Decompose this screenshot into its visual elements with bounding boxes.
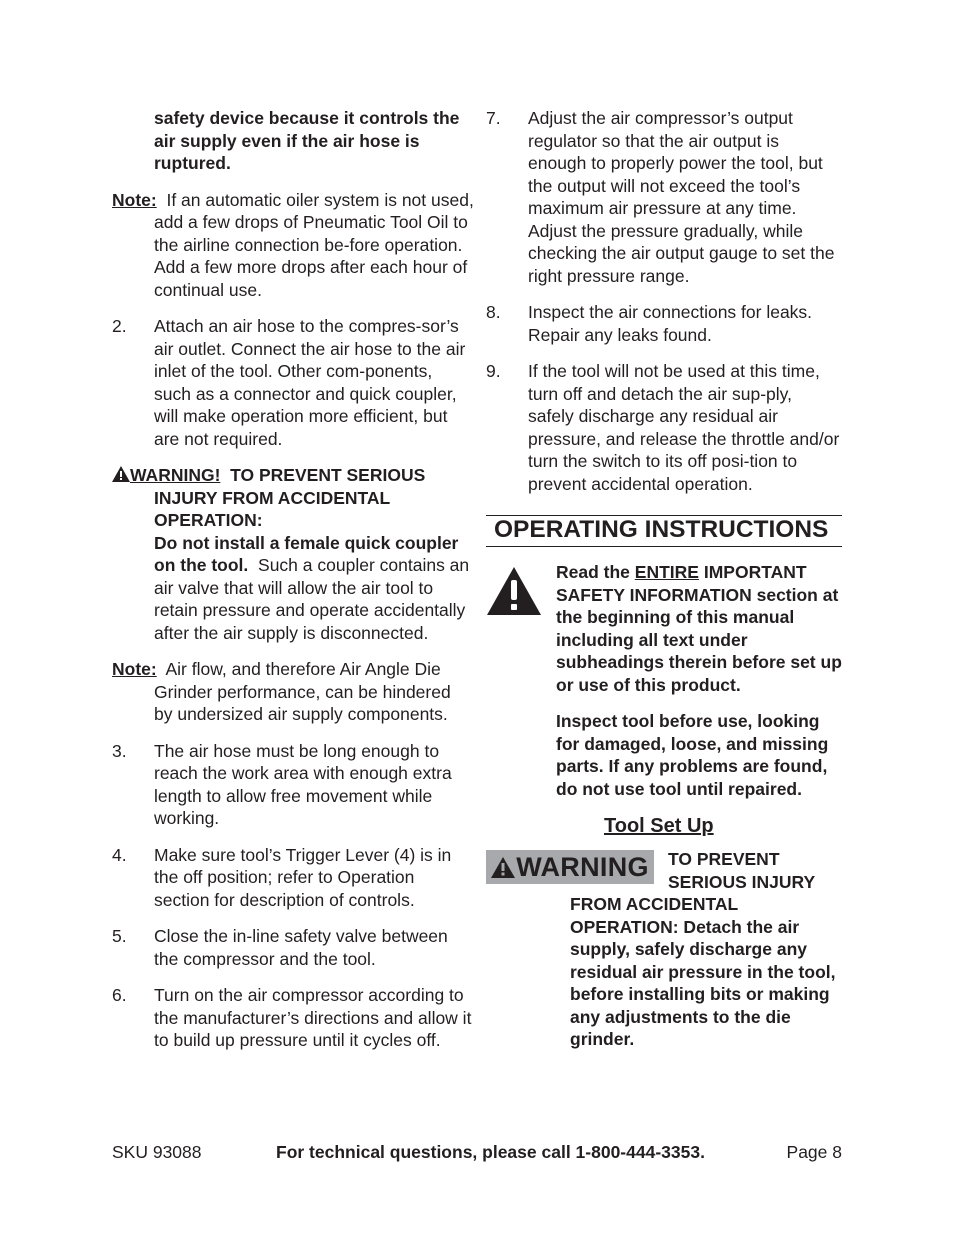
step-number: 2.	[112, 316, 127, 336]
step-5	[112, 925, 474, 970]
warning-head: TO PREVENT SERIOUS INJURY FROM ACCIDENTAL OPERATION:	[154, 465, 426, 530]
step-number: 5.	[112, 926, 127, 946]
note-text: Air flow, and therefore Air Angle Die Grinder performance, can be hindered by undersized air supply components.	[154, 659, 451, 724]
inspect-notice: Inspect tool before use, looking for damaged, loose, and missing parts. If any problems are found, do not use tool until repaired.	[556, 711, 829, 799]
step-6	[112, 984, 474, 1052]
step-text: Make sure tool’s Trigger Lever (4) is in the off position; refer to Operation section for description of controls.	[154, 844, 452, 910]
step-number: 7.	[486, 108, 501, 128]
step-number: 9.	[486, 361, 501, 381]
warning-badge	[486, 850, 654, 884]
step-7	[486, 107, 842, 287]
step-number: 3.	[112, 740, 127, 761]
step-2	[112, 315, 474, 450]
page-number: Page 8	[786, 1142, 842, 1162]
step-number: 6.	[112, 985, 127, 1005]
warning-label: WARNING!	[130, 465, 221, 485]
warning-detach	[486, 848, 842, 1051]
note-text: If an automatic oiler system is not used, add a few drops of Pneumatic Tool Oil to the airline connection be-fore operation. Add a few more drops after each hour of continual use.	[154, 189, 474, 300]
step-9	[486, 360, 842, 495]
warning-lead: TO PREVENT SERIOUS INJURY	[668, 849, 816, 892]
step-text: The air hose must be long enough to reach the work area with enough extra length to allow free movement while working.	[154, 740, 452, 828]
step-text: Turn on the air compressor according to the manufacturer’s directions and allow it to build up pressure until it cycles off.	[154, 985, 472, 1050]
warning-badge-label: WARNING	[516, 852, 649, 882]
warning-coupler	[112, 464, 474, 644]
note-label: Note:	[112, 659, 157, 679]
warning-rest: FROM ACCIDENTAL OPERATION: Detach the air supply, safely discharge any residual air pressure in the tool, before installing bits or making any adjustments to the die grinder.	[570, 894, 836, 1049]
continued-text: safety device because it controls the air supply even if the air hose is ruptured.	[154, 108, 460, 173]
subheading: Tool Set Up	[604, 815, 714, 837]
read-pre: Read the	[556, 562, 630, 582]
step-text: If the tool will not be used at this time, turn off and detach the air sup-ply, safely discharge any residual air pressure, and release the throttle and/or turn the switch to its off posi-tion to prevent accidental operation.	[528, 361, 840, 494]
sku: SKU 93088	[112, 1142, 202, 1162]
step-4	[112, 844, 474, 912]
step-number: 4.	[112, 844, 127, 865]
note-label: Note:	[112, 189, 157, 210]
note-oiler	[112, 189, 474, 302]
warning-bold: Do not install a female quick coupler on the tool.	[154, 532, 459, 575]
right-column	[486, 107, 842, 1051]
warning-triangle-icon	[486, 566, 542, 616]
step-text: Close the in-line safety valve between the compressor and the tool.	[154, 926, 448, 969]
step-3	[112, 740, 474, 830]
note-airflow	[112, 658, 474, 726]
step-8	[486, 301, 842, 346]
read-entire-notice	[486, 561, 842, 696]
warning-text: Such a coupler contains an air valve that will allow the air tool to retain pressure and operate accidentally after the air supply is disconnected.	[154, 555, 470, 643]
step-text: Adjust the air compressor’s output regulator so that the air output is enough to properly power the tool, but the output will not exceed the tool’s maximum air pressure at any time. Adjust the pressure gradually, while checking the air output gauge to set the right pressure range.	[528, 108, 835, 286]
step-text: Attach an air hose to the compres-sor’s air outlet. Connect the air hose to the air inlet of the tool. Other com-ponents, such as a connector and quick coupler, will make operation more efficient, but are not required.	[154, 316, 466, 449]
left-column	[112, 107, 474, 1066]
read-post: IMPORTANT SAFETY INFORMATION section at the beginning of this manual including all text under subheadings therein before set up or use of this product.	[556, 562, 842, 695]
step-number: 8.	[486, 302, 501, 322]
tech-support: For technical questions, please call 1-800-444-3353.	[276, 1142, 705, 1162]
warning-triangle-icon	[112, 466, 130, 482]
section-title: OPERATING INSTRUCTIONS	[486, 515, 842, 547]
page-footer	[112, 1141, 842, 1165]
step-text: Inspect the air connections for leaks. Repair any leaks found.	[528, 302, 813, 345]
read-emph: ENTIRE	[634, 562, 699, 582]
warning-triangle-icon	[491, 857, 515, 878]
